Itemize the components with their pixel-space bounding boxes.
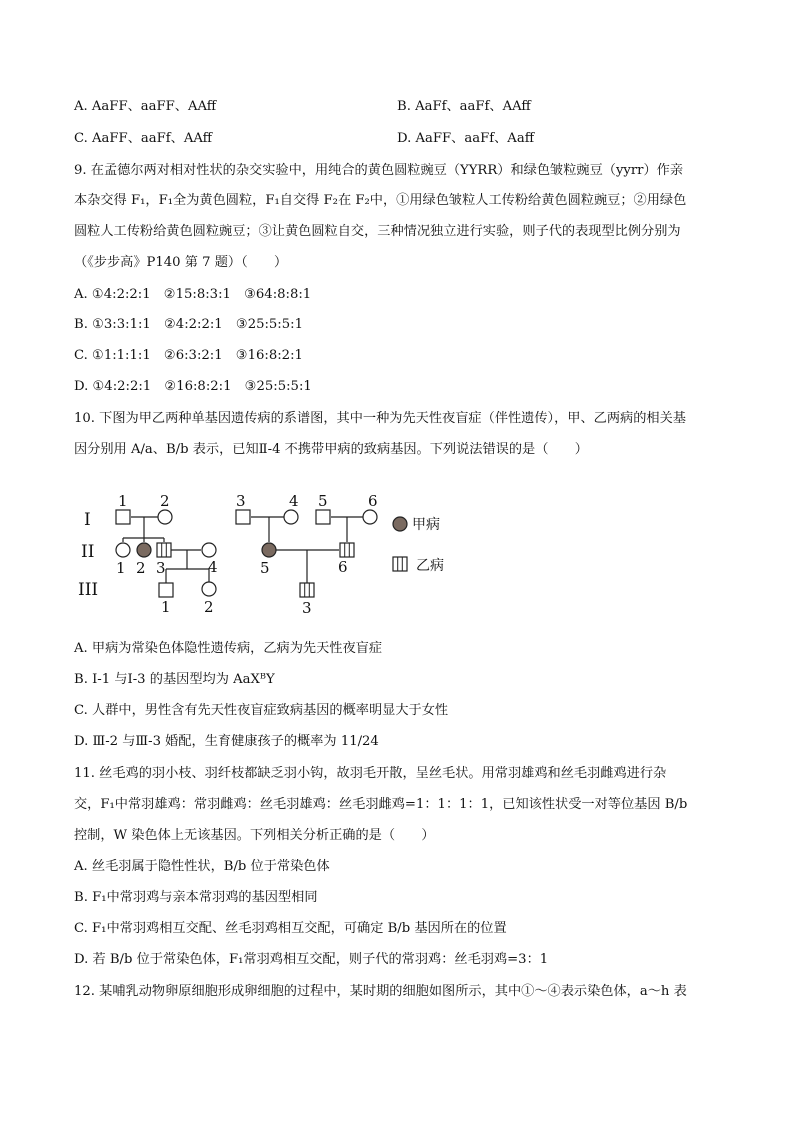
individual-number: 6 <box>368 492 378 510</box>
legend-jia-symbol <box>393 517 407 531</box>
q12-stem-line-1: 12. 某哺乳动物卵原细胞形成卵细胞的过程中，某时期的细胞如图所示，其中①～④表示染色体，a～h 表 <box>74 984 687 999</box>
q8-option-a: A. AaFF、aaFF、AAff <box>74 99 217 114</box>
pedigree-diagram <box>60 488 480 618</box>
male-unaffected-symbol <box>159 583 173 597</box>
generation-label-i: I <box>84 510 91 530</box>
male-yi-affected-symbol <box>340 543 354 557</box>
q10-stem-line-2: 因分别用 A/a、B/b 表示，已知Ⅱ-4 不携带甲病的致病基因。下列说法错误的是（ ） <box>74 442 588 457</box>
individual-number: 3 <box>302 599 312 617</box>
q11-option-d: D. 若 B/b 位于常染色体，F₁常羽鸡相互交配，则子代的常羽鸡：丝毛羽鸡=3：1 <box>74 952 549 967</box>
female-unaffected-symbol <box>158 510 172 524</box>
legend-yi-symbol <box>393 557 407 571</box>
male-yi-affected-symbol <box>157 543 171 557</box>
q9-stem-line-1: 9. 在孟德尔两对相对性状的杂交实验中，用纯合的黄色圆粒豌豆（YYRR）和绿色皱粒豌豆（yyrr）作亲 <box>74 163 684 178</box>
individual-number: 1 <box>161 598 171 616</box>
individual-number: 6 <box>338 558 348 576</box>
q10-option-c: C. 人群中，男性含有先天性夜盲症致病基因的概率明显大于女性 <box>74 703 449 718</box>
individual-number: 2 <box>160 492 170 510</box>
pedigree-svg <box>60 488 480 618</box>
individual-number: 2 <box>204 598 214 616</box>
individual-number: 3 <box>236 492 246 510</box>
q11-option-b: B. F₁中常羽鸡与亲本常羽鸡的基因型相同 <box>74 890 318 905</box>
individual-number: 1 <box>116 559 126 577</box>
q11-stem-line-1: 11. 丝毛鸡的羽小枝、羽纤枝都缺乏羽小钩，故羽毛开散，呈丝毛状。用常羽雄鸡和丝毛羽雌鸡进行杂 <box>74 766 667 781</box>
female-jia-affected-symbol <box>262 543 276 557</box>
female-unaffected-symbol <box>202 543 216 557</box>
generation-label-iii: III <box>78 580 99 600</box>
q9-stem-line-2: 本杂交得 F₁，F₁全为黄色圆粒，F₁自交得 F₂在 F₂中，①用绿色皱粒人工传粉给黄色圆粒豌豆；②用绿色 <box>74 193 687 208</box>
q10-option-b: B. Ⅰ-1 与Ⅰ-3 的基因型均为 AaXᴮY <box>74 672 275 687</box>
q9-option-b: B. ①3:3:1:1 ②4:2:2:1 ③25:5:5:1 <box>74 317 303 332</box>
q8-option-d: D. AaFF、aaFf、Aaff <box>397 131 535 146</box>
q9-option-d: D. ①4:2:2:1 ②16:8:2:1 ③25:5:5:1 <box>74 379 312 394</box>
q11-stem-line-2: 交，F₁中常羽雄鸡：常羽雌鸡：丝毛羽雄鸡：丝毛羽雌鸡=1：1：1：1，已知该性状受一对等位基因 B/b <box>74 797 688 812</box>
q9-option-c: C. ①1:1:1:1 ②6:3:2:1 ③16:8:2:1 <box>74 348 303 363</box>
q11-option-a: A. 丝毛羽属于隐性性状，B/b 位于常染色体 <box>74 859 330 874</box>
female-jia-affected-symbol <box>137 543 151 557</box>
q10-option-a: A. 甲病为常染色体隐性遗传病，乙病为先天性夜盲症 <box>74 641 383 656</box>
individual-number: 2 <box>136 559 146 577</box>
individual-number: 1 <box>118 492 128 510</box>
male-yi-affected-symbol <box>300 583 314 597</box>
q8-option-b: B. AaFf、aaFf、AAff <box>397 99 531 114</box>
male-unaffected-symbol <box>116 510 130 524</box>
q9-stem-line-4: （《步步高》P140 第 7 题）（ ） <box>74 255 288 270</box>
individual-number: 5 <box>318 492 328 510</box>
individual-number: 4 <box>208 558 218 576</box>
q11-stem-line-3: 控制，W 染色体上无该基因。下列相关分析正确的是（ ） <box>74 828 435 843</box>
female-unaffected-symbol <box>116 543 130 557</box>
individual-number: 3 <box>156 559 166 577</box>
legend-jia-label: 甲病 <box>412 517 440 533</box>
q9-stem-line-3: 圆粒人工传粉给黄色圆粒豌豆；③让黄色圆粒自交，三种情况独立进行实验，则子代的表现型比例分别为 <box>74 224 681 239</box>
male-unaffected-symbol <box>316 510 330 524</box>
q11-option-c: C. F₁中常羽鸡相互交配、丝毛羽鸡相互交配，可确定 B/b 基因所在的位置 <box>74 921 507 936</box>
q8-option-c: C. AaFF、aaFf、AAff <box>74 131 213 146</box>
legend-yi-label: 乙病 <box>416 558 444 574</box>
q10-option-d: D. Ⅲ-2 与Ⅲ-3 婚配，生育健康孩子的概率为 11/24 <box>74 734 379 749</box>
male-unaffected-symbol <box>236 510 250 524</box>
q10-stem-line-1: 10. 下图为甲乙两种单基因遗传病的系谱图，其中一种为先天性夜盲症（伴性遗传），甲、乙两病的相关基 <box>74 411 686 426</box>
female-unaffected-symbol <box>363 510 377 524</box>
individual-number: 4 <box>289 492 299 510</box>
individual-number: 5 <box>260 559 270 577</box>
female-unaffected-symbol <box>284 510 298 524</box>
female-unaffected-symbol <box>202 582 216 596</box>
q9-option-a: A. ①4:2:2:1 ②15:8:3:1 ③64:8:8:1 <box>74 287 312 302</box>
generation-label-ii: II <box>81 542 95 562</box>
